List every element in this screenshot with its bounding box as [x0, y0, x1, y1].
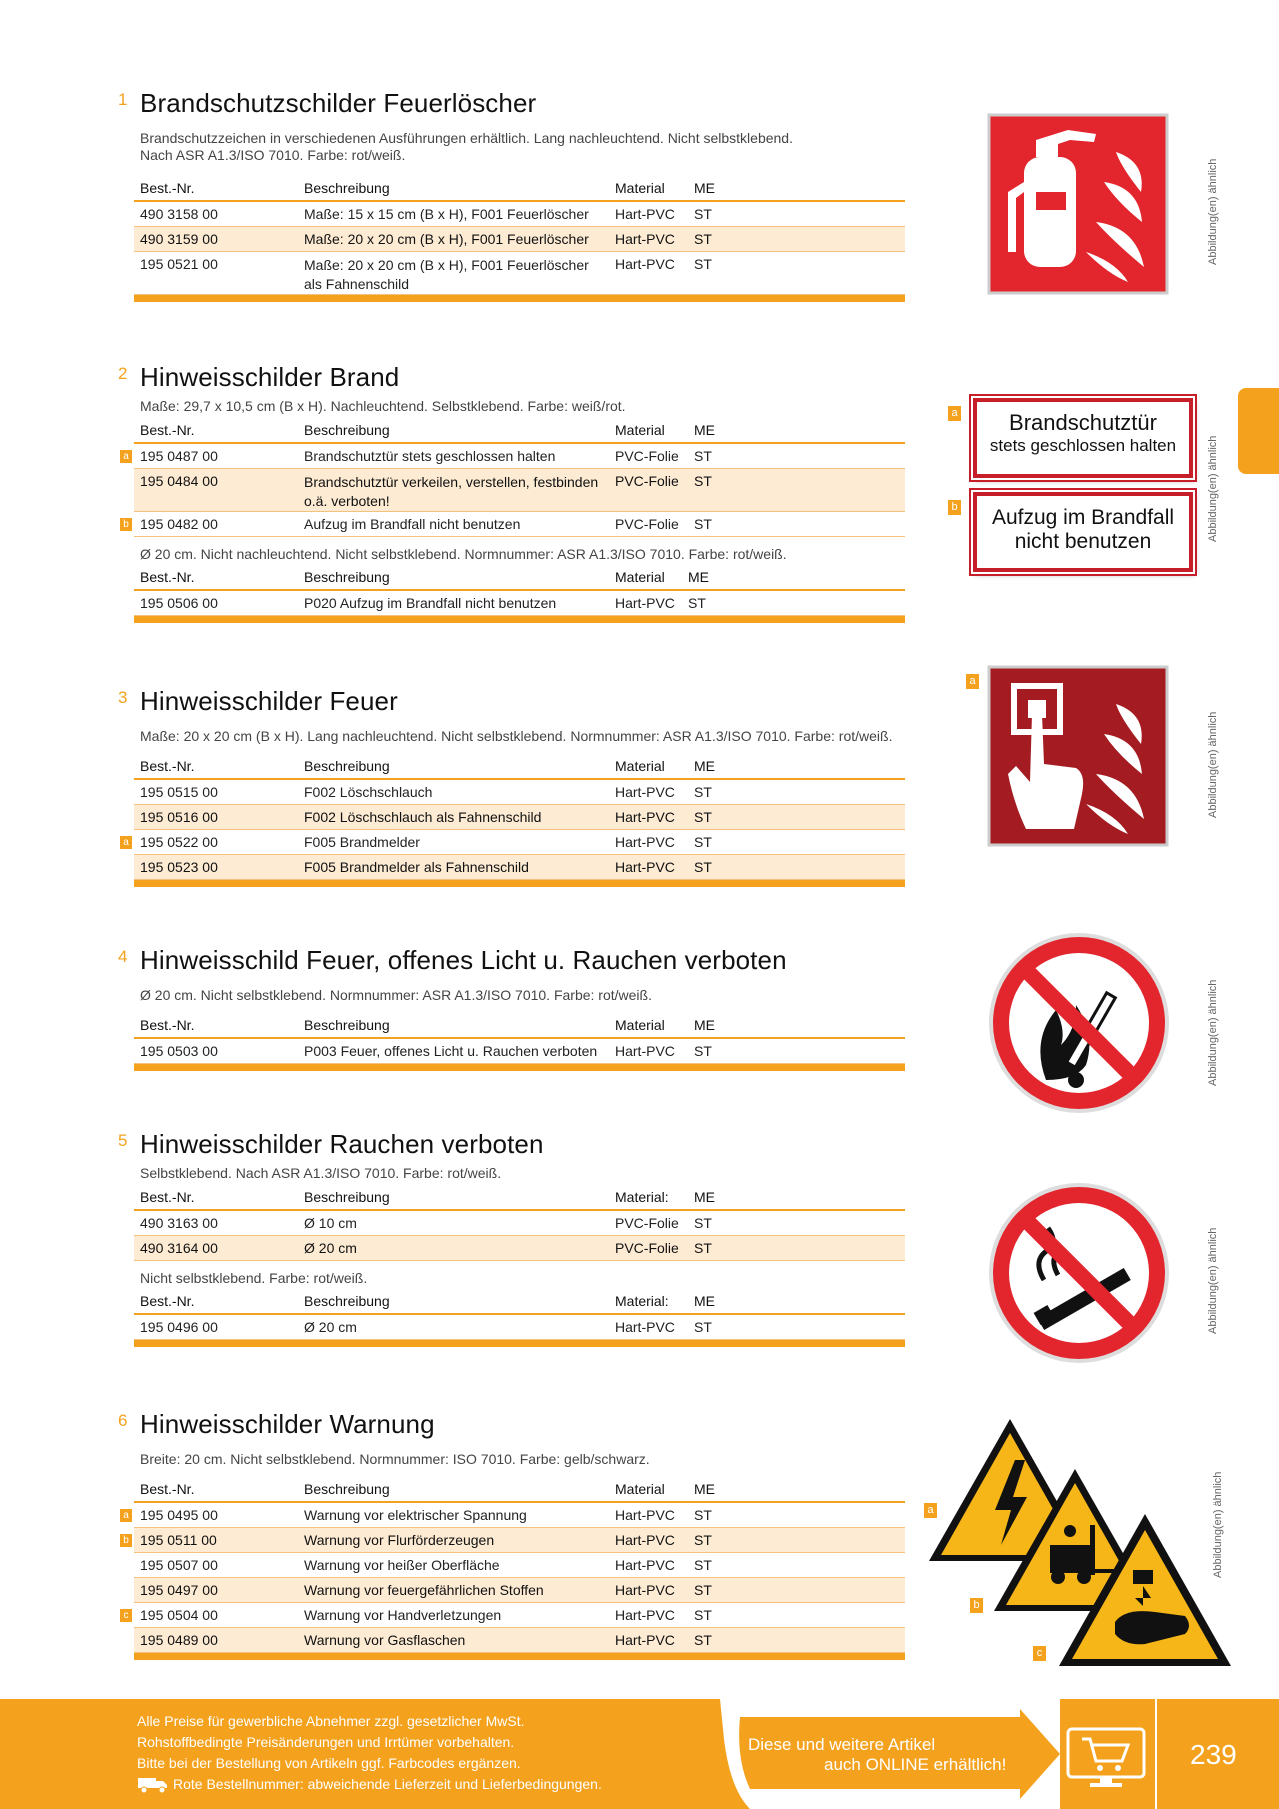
section-number: 5 [118, 1131, 128, 1150]
section-number: 4 [118, 947, 128, 966]
door-sign-image: Brandschutztür stets geschlossen halten [973, 398, 1193, 478]
footer-notes: Alle Preise für gewerbliche Abnehmer zzgl. gesetzlicher MwSt. Rohstoffbedingte Preisänderungen und Irrtümer vorbehalten. Bitte bei der Bestellung von Artikeln ggf. Farbcodes ergänzen. Rote Bestellnummer: abweichende Lieferzeit und Lieferbedingungen. [137, 1713, 602, 1792]
online-text[interactable]: Diese und weitere Artikel auch ONLINE erhältlich! [748, 1735, 1007, 1774]
section-number: 1 [118, 90, 128, 109]
table-row[interactable]: 490 3159 00 Maße: 20 x 20 cm (B x H), F001 Feuerlöscher Hart-PVC ST [134, 227, 905, 252]
image-label-a: a [948, 406, 961, 421]
table-header: Best.-Nr. Beschreibung Material: ME [134, 1187, 905, 1211]
fire-extinguisher-sign-image [986, 112, 1172, 298]
table-row[interactable]: c 195 0504 00 Warnung vor Handverletzungen Hart-PVC ST [134, 1603, 905, 1628]
section-number: 2 [118, 364, 128, 383]
table-row[interactable]: 195 0497 00 Warnung vor feuergefährlichen Stoffen Hart-PVC ST [134, 1578, 905, 1603]
sub-note: Ø 20 cm. Nicht nachleuchtend. Nicht selbstklebend. Normnummer: ASR A1.3/ISO 7010. Farbe: rot/weiß. [140, 546, 787, 562]
product-table [134, 1015, 905, 1071]
footer-separator [1155, 1699, 1157, 1809]
table-header: Best.-Nr. Beschreibung Material ME [134, 1015, 905, 1039]
table-header: Best.-Nr. Beschreibung Material ME [134, 756, 905, 780]
page-number: 239 [1190, 1739, 1237, 1770]
table-row[interactable]: 195 0515 00 F002 Löschschlauch Hart-PVC ST [134, 780, 905, 805]
table-row[interactable]: 490 3158 00 Maße: 15 x 15 cm (B x H), F001 Feuerlöscher Hart-PVC ST [134, 202, 905, 227]
section-description: Ø 20 cm. Nicht selbstklebend. Normnummer: ASR A1.3/ISO 7010. Farbe: rot/weiß. [140, 987, 652, 1003]
product-table [134, 1187, 905, 1347]
section-title: Hinweisschilder Feuer [140, 686, 398, 716]
table-row[interactable]: 195 0503 00 P003 Feuer, offenes Licht u. Rauchen verboten Hart-PVC ST [134, 1039, 905, 1064]
table-row[interactable]: 195 0484 00 Brandschutztür verkeilen, verstellen, festbinden o.ä. verboten! PVC-Folie ST [134, 469, 905, 512]
table-end-bar [134, 1653, 905, 1660]
chapter-tab[interactable] [1238, 388, 1279, 474]
image-label-b: b [948, 500, 961, 515]
table-header: Best.-Nr. Beschreibung Material ME [134, 567, 905, 591]
no-smoking-sign-image [986, 1180, 1172, 1366]
table-row[interactable]: 195 0496 00 Ø 20 cm Hart-PVC ST [134, 1315, 905, 1340]
delivery-truck-icon [137, 1776, 169, 1794]
table-row[interactable]: a 195 0495 00 Warnung vor elektrischer Spannung Hart-PVC ST [134, 1503, 905, 1528]
table-header: Best.-Nr. Beschreibung Material ME [134, 420, 905, 444]
table-header: Best.-Nr. Beschreibung Material: ME [134, 1291, 905, 1315]
image-label-a: a [966, 674, 979, 689]
variant-marker: b [120, 518, 132, 531]
table-header: Best.-Nr. Beschreibung Material ME [134, 178, 905, 202]
table-row[interactable]: a 195 0487 00 Brandschutztür stets geschlossen halten PVC-Folie ST [134, 444, 905, 469]
variant-marker: a [120, 450, 132, 463]
table-end-bar [134, 880, 905, 887]
table-row[interactable]: 490 3164 00 Ø 20 cm PVC-Folie ST [134, 1236, 905, 1261]
table-row[interactable]: b 195 0511 00 Warnung vor Flurförderzeugen Hart-PVC ST [134, 1528, 905, 1553]
no-open-flame-sign-image [986, 930, 1172, 1116]
table-row[interactable]: a 195 0522 00 F005 Brandmelder Hart-PVC ST [134, 830, 905, 855]
product-table [123, 1479, 905, 1660]
image-similar-note: Abbildung(en) ähnlich [1207, 979, 1219, 1086]
table-end-bar [134, 1064, 905, 1071]
variant-marker: a [120, 1509, 132, 1522]
table-end-bar [134, 616, 905, 623]
section-description: Breite: 20 cm. Nicht selbstklebend. Normnummer: ISO 7010. Farbe: gelb/schwarz. [140, 1451, 650, 1467]
table-row[interactable]: b 195 0482 00 Aufzug im Brandfall nicht benutzen PVC-Folie ST [134, 512, 905, 537]
image-similar-note: Abbildung(en) ähnlich [1207, 158, 1219, 265]
image-label-b: b [970, 1598, 983, 1613]
variant-marker: c [120, 1609, 132, 1622]
shopping-cart-icon[interactable] [1066, 1727, 1146, 1789]
section-title: Hinweisschilder Warnung [140, 1409, 435, 1439]
product-table [123, 420, 905, 623]
product-table [134, 178, 905, 302]
table-header: Best.-Nr. Beschreibung Material ME [134, 1479, 905, 1503]
image-label-c: c [1033, 1646, 1046, 1661]
product-table [123, 756, 905, 887]
image-similar-note: Abbildung(en) ähnlich [1207, 711, 1219, 818]
image-similar-note: Abbildung(en) ähnlich [1207, 435, 1219, 542]
table-end-bar [134, 1340, 905, 1347]
section-description: Maße: 29,7 x 10,5 cm (B x H). Nachleuchtend. Selbstklebend. Farbe: weiß/rot. [140, 398, 626, 414]
table-row[interactable]: 195 0516 00 F002 Löschschlauch als Fahnenschild Hart-PVC ST [134, 805, 905, 830]
table-row[interactable]: 195 0507 00 Warnung vor heißer Oberfläche Hart-PVC ST [134, 1553, 905, 1578]
table-row[interactable]: 195 0506 00 P020 Aufzug im Brandfall nicht benutzen Hart-PVC ST [134, 591, 905, 616]
section-number: 6 [118, 1411, 128, 1430]
table-end-bar [134, 295, 905, 302]
table-row[interactable]: 195 0523 00 F005 Brandmelder als Fahnenschild Hart-PVC ST [134, 855, 905, 880]
lift-sign-image: Aufzug im Brandfall nicht benutzen [973, 492, 1193, 572]
table-row[interactable]: 490 3163 00 Ø 10 cm PVC-Folie ST [134, 1211, 905, 1236]
section-title: Brandschutzschilder Feuerlöscher [140, 88, 537, 118]
section-number: 3 [118, 688, 128, 707]
section-title: Hinweisschilder Brand [140, 362, 400, 392]
hand-injury-warning-sign-image [1055, 1510, 1235, 1670]
section-description: Maße: 20 x 20 cm (B x H). Lang nachleuchtend. Nicht selbstklebend. Normnummer: ASR A1.3/ISO 7010. Farbe: rot/weiß. [140, 728, 893, 744]
page-footer [0, 1699, 1279, 1809]
image-similar-note: Abbildung(en) ähnlich [1207, 1227, 1219, 1334]
section-title: Hinweisschild Feuer, offenes Licht u. Rauchen verboten [140, 945, 787, 975]
table-row[interactable]: 195 0521 00 Maße: 20 x 20 cm (B x H), F001 Feuerlöscher als Fahnenschild Hart-PVC ST [134, 252, 905, 295]
fire-alarm-sign-image [986, 664, 1172, 850]
section-title: Hinweisschilder Rauchen verboten [140, 1129, 544, 1159]
variant-marker: b [120, 1534, 132, 1547]
section-description: Selbstklebend. Nach ASR A1.3/ISO 7010. Farbe: rot/weiß. [140, 1165, 502, 1181]
section-description: Brandschutzzeichen in verschiedenen Ausführungen erhältlich. Lang nachleuchtend. Nicht selbstklebend. Nach ASR A1.3/ISO 7010. Farbe: rot/weiß. [140, 130, 793, 163]
sub-note: Nicht selbstklebend. Farbe: rot/weiß. [140, 1270, 368, 1286]
image-similar-note: Abbildung(en) ähnlich [1212, 1471, 1224, 1578]
image-label-a: a [924, 1503, 937, 1518]
table-row[interactable]: 195 0489 00 Warnung vor Gasflaschen Hart-PVC ST [134, 1628, 905, 1653]
variant-marker: a [120, 836, 132, 849]
